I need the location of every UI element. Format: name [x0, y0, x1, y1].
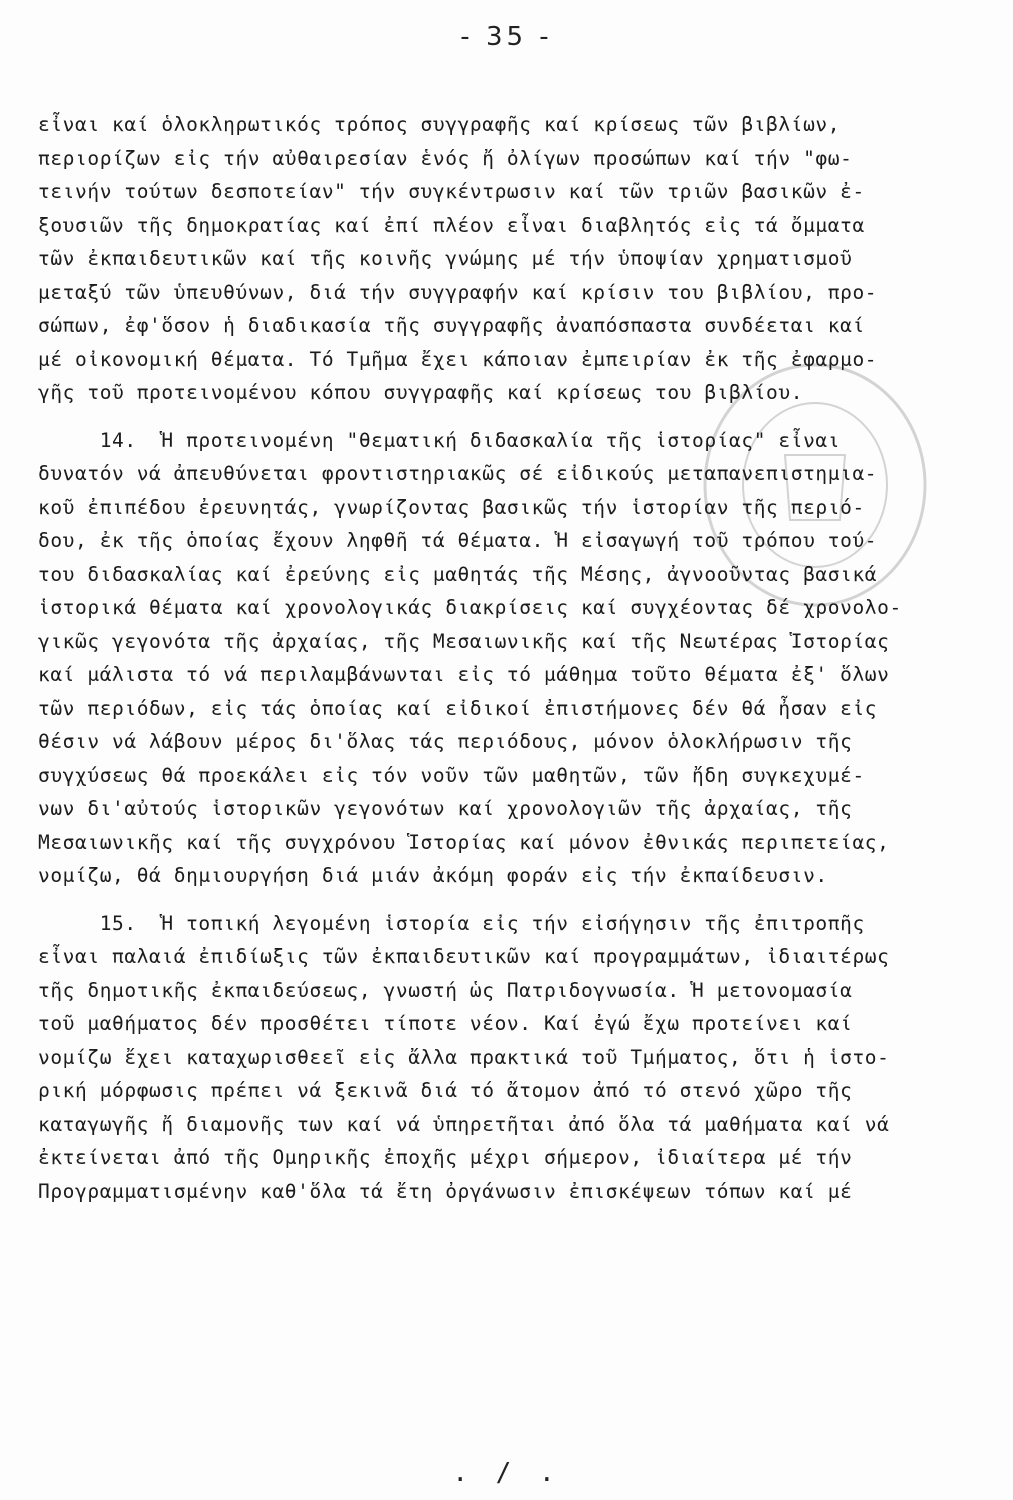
text-line: μεταξύ τῶν ὑπευθύνων, διά τήν συγγραφήν καί κρίσιν του βιβλίου, προ- [38, 280, 878, 304]
text-line: νομίζω, θά δημιουργήση διά μιάν ἀκόμη φοράν εἰς τήν ἐκπαίδευσιν. [38, 864, 828, 887]
text-line: καί μάλιστα τό νά περιλαμβάνωνται εἰς τό μάθημα τοῦτο θέματα ἐξ' ὅλων [38, 663, 890, 686]
text-line: νων δι'αὐτούς ἱστορικῶν γεγονότων καί χρονολογιῶν τῆς ἀρχαίας, τῆς [38, 797, 853, 820]
text-line: εἶναι παλαιά ἐπιδίωξις τῶν ἐκπαιδευτικῶν καί προγραμμάτων, ἰδιαιτέρως [38, 945, 890, 968]
text-line: μέ οἰκονομική θέματα. Τό Τμῆμα ἔχει κάποιαν ἐμπειρίαν ἐκ τῆς ἐφαρμο- [38, 347, 878, 371]
text-line: εἶναι καί ὁλοκληρωτικός τρόπος συγγραφῆς καί κρίσεως τῶν βιβλίων, [38, 113, 841, 136]
text-line: σώπων, ἐφ'ὅσον ἡ διαδικασία τῆς συγγραφῆς ἀναπόσπαστα συνδέεται καί [38, 314, 865, 337]
continuation-mark: . / . [452, 1458, 561, 1488]
text-line: νομίζω ἔχει καταχωρισθεεῖ εἰς ἄλλα πρακτικά τοῦ Τμήματος, ὅτι ἡ ἱστο- [38, 1045, 890, 1069]
text-line: Προγραμματισμένην καθ'ὅλα τά ἔτη ὀργάνωσιν ἐπισκέψεων τόπων καί μέ [38, 1179, 853, 1203]
text-line: Μεσαιωνικῆς καί τῆς συγχρόνου Ἱστορίας καί μόνον ἐθνικάς περιπετείας, [38, 830, 890, 854]
paragraph-gap [38, 893, 968, 907]
text-line: ἱστορικά θέματα καί χρονολογικάς διακρίσεις καί συγχέοντας δέ χρονολο- [38, 596, 902, 619]
page-number: - 35 - [460, 22, 553, 52]
text-line: κοῦ ἐπιπέδου ἐρευνητάς, γνωρίζοντας βασικῶς τήν ἱστορίαν τῆς περιό- [38, 495, 865, 519]
text-line: γικῶς γεγονότα τῆς ἀρχαίας, τῆς Μεσαιωνικῆς καί τῆς Νεωτέρας Ἱστορίας [38, 629, 890, 653]
text-line: τοῦ μαθήματος δέν προσθέτει τίποτε νέον. Καί ἐγώ ἔχω προτείνει καί [38, 1012, 853, 1035]
text-line: περιορίζων εἰς τήν αὐθαιρεσίαν ἑνός ἤ ὀλίγων προσώπων καί τήν "φω- [38, 146, 853, 170]
text-line: τῶν ἐκπαιδευτικῶν καί τῆς κοινῆς γνώμης μέ τήν ὑποψίαν χρηματισμοῦ [38, 247, 853, 270]
text-line: του διδασκαλίας καί ἐρεύνης εἰς μαθητάς τῆς Μέσης, ἀγνοοῦντας βασικά [38, 562, 878, 586]
paragraph-gap [38, 410, 968, 424]
text-line: τεινήν τούτων δεσποτείαν" τήν συγκέντρωσιν καί τῶν τριῶν βασικῶν ἐ- [38, 180, 865, 203]
letter-body [38, 108, 968, 1208]
text-line: γῆς τοῦ προτεινομένου κόπου συγγραφῆς καί κρίσεως του βιβλίου. [38, 381, 804, 404]
text-line: ἐκτείνεται ἀπό τῆς Ομηρικῆς ἐποχῆς μέχρι σήμερον, ἰδιαίτερα μέ τήν [38, 1146, 853, 1169]
text-line: τῆς δημοτικῆς ἐκπαιδεύσεως, γνωστή ὡς Πατριδογνωσία. Ἡ μετονομασία [38, 978, 853, 1002]
text-line: δου, ἐκ τῆς ὁποίας ἔχουν ληφθῆ τά θέματα. Ἡ εἰσαγωγή τοῦ τρόπου τού- [38, 529, 878, 552]
text-line: ξουσιῶν τῆς δημοκρατίας καί ἐπί πλέον εἶναι διαβλητός εἰς τά ὄμματα [38, 213, 865, 237]
paragraph-14-heading-line: 14. Ἡ προτεινομένη "θεματική διδασκαλία τῆς ἱστορίας" εἶναι [38, 428, 841, 452]
text-line: καταγωγῆς ἤ διαμονῆς των καί νά ὑπηρετῆται ἀπό ὅλα τά μαθήματα καί νά [38, 1112, 890, 1136]
text-line: τῶν περιόδων, εἰς τάς ὁποίας καί εἰδικοί ἐπιστήμονες δέν θά ἦσαν εἰς [38, 696, 878, 720]
text-line: δυνατόν νά ἀπευθύνεται φροντιστηριακῶς σέ εἰδικούς μεταπανεπιστημια- [38, 462, 878, 485]
paragraph-15-heading-line: 15. Ἡ τοπική λεγομένη ἱστορία εἰς τήν εἰσήγησιν τῆς ἐπιτροπῆς [38, 911, 865, 935]
text-line: ρική μόρφωσις πρέπει νά ξεκινᾶ διά τό ἄτομον ἀπό τό στενό χῶρο τῆς [38, 1079, 853, 1102]
text-line: θέσιν νά λάβουν μέρος δι'ὅλας τάς περιόδους, μόνον ὁλοκλήρωσιν τῆς [38, 730, 853, 753]
text-line: συγχύσεως θά προεκάλει εἰς τόν νοῦν τῶν μαθητῶν, τῶν ἤδη συγκεχυμέ- [38, 763, 865, 787]
